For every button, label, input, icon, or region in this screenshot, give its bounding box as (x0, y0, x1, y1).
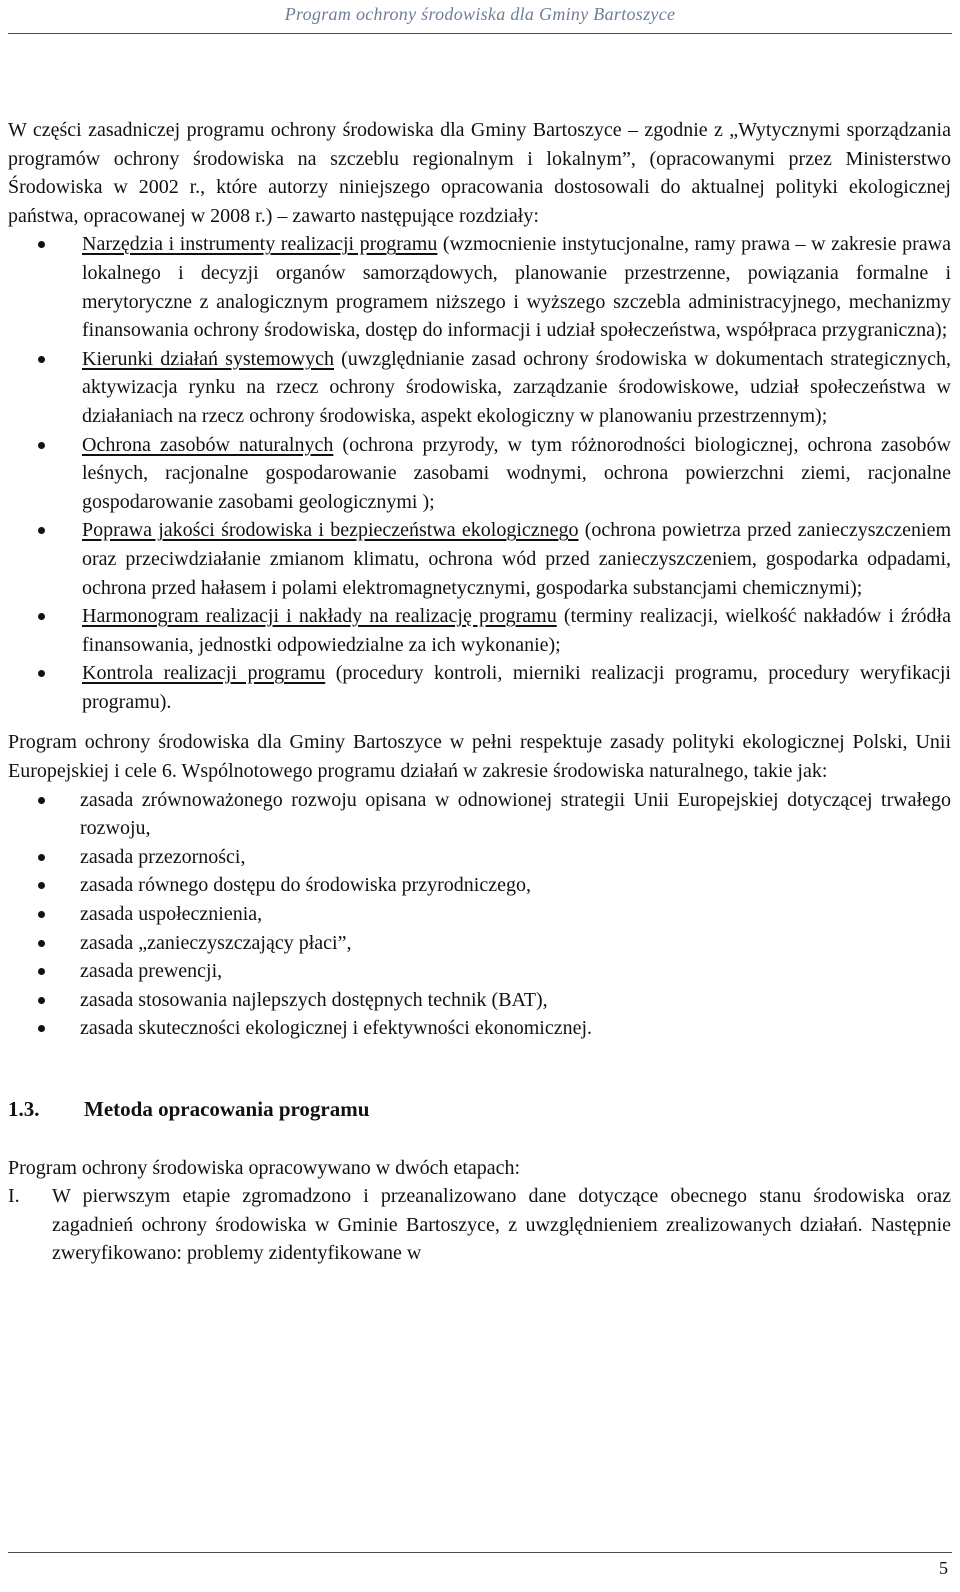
chapter-item (8, 431, 951, 517)
step-text: W pierwszym etapie zgromadzono i przeanalizowano dane dotyczące obecnego stanu środowiska oraz zagadnień ochrony środowiska w Gminie Bartoszyce, z uwzględnieniem zrealizowanych działań. Następnie zweryfikowano: problemy zidentyfikowane w (52, 1185, 951, 1265)
method-intro: Program ochrony środowiska opracowywano w dwóch etapach: (8, 1156, 521, 1179)
chapter-item (8, 516, 951, 602)
principle-item: zasada przezorności, (8, 843, 951, 872)
chapter-item (8, 230, 951, 344)
step-numeral: I. (8, 1185, 20, 1208)
chapter-title: Kierunki działań systemowych (82, 347, 334, 370)
chapter-item (8, 659, 951, 716)
chapter-desc: (ochrona powietrza przed zanieczyszczeniem oraz przeciwdziałanie zmianom klimatu, ochrona wód przed zanieczyszczeniem, gospodarka odpadami, ochrona przed hałasem i polami elektromagnetycznymi, gospodarka substancjami chemicznymi); (82, 519, 951, 599)
principle-item: zasada zrównoważonego rozwoju opisana w odnowionej strategii Unii Europejskiej dotyczącej trwałego rozwoju, (8, 786, 951, 843)
principle-item: zasada stosowania najlepszych dostępnych technik (BAT), (8, 986, 951, 1015)
chapter-desc: (uwzględnianie zasad ochrony środowiska w dokumentach strategicznych, aktywizacja rynku na rzecz ochrony środowiska, zarządzanie środowiskowe, udział społeczeństwa w działaniach na rzecz ochrony środowiska, aspekt ekologiczny w planowaniu przestrzennym); (82, 347, 951, 427)
chapter-title: Kontrola realizacji programu (82, 662, 326, 685)
chapter-desc: (ochrona przyrody, w tym różnorodności biologicznej, ochrona zasobów leśnych, racjonalne gospodarowanie zasobami wodnymi, ochrona powierzchni ziemi, racjonalne gospodarowanie zasobami geologicznymi ); (82, 433, 951, 513)
chapter-title: Harmonogram realizacji i nakłady na realizację programu (82, 605, 557, 628)
chapter-item (8, 345, 951, 431)
principle-item: zasada równego dostępu do środowiska przyrodniczego, (8, 871, 951, 900)
principles-list (8, 786, 951, 1043)
page-body (8, 116, 951, 1268)
principle-item: zasada skuteczności ekologicznej i efektywności ekonomicznej. (8, 1014, 951, 1043)
method-step (8, 1182, 951, 1268)
chapter-desc: (procedury kontroli, mierniki realizacji programu, procedury weryfikacji programu). (82, 662, 951, 713)
principle-item: zasada „zanieczyszczający płaci”, (8, 929, 951, 958)
chapter-title: Poprawa jakości środowiska i bezpieczeństwa ekologicznego (82, 519, 579, 542)
chapter-title: Ochrona zasobów naturalnych (82, 433, 334, 456)
section-number: 1.3. (8, 1097, 40, 1121)
policy-paragraph: Program ochrony środowiska dla Gminy Bartoszyce w pełni respektuje zasady polityki ekologicznej Polski, Unii Europejskiej i cele 6. Wspólnotowego programu działań w zakresie środowiska naturalnego, takie jak: (8, 731, 951, 783)
chapter-desc: (terminy realizacji, wielkość nakładów i źródła finansowania, jednostki odpowiedzialne za ich wykonanie); (82, 605, 951, 656)
section-title: Metoda opracowania programu (84, 1097, 370, 1121)
principle-item: zasada uspołecznienia, (8, 900, 951, 929)
chapter-item (8, 602, 951, 659)
header-rule (8, 33, 952, 34)
method-steps (8, 1182, 951, 1268)
spacer (8, 1043, 951, 1095)
chapter-desc: (wzmocnienie instytucjonalne, ramy prawa – w zakresie prawa lokalnego i decyzji organów samorządowych, planowanie przestrzenne, powiązania formalne i merytoryczne z analogicznym programem niższego i wyższego szczebla administracyjnego, mechanizmy finansowania ochrony środowiska, dostęp do informacji i udział społeczeństwa, współpraca przygraniczna); (82, 233, 951, 342)
running-header: Program ochrony środowiska dla Gminy Bartoszyce (284, 4, 676, 24)
principle-item: zasada prewencji, (8, 957, 951, 986)
page-number: 5 (939, 1558, 948, 1578)
footer-rule (8, 1552, 952, 1553)
intro-paragraph: W części zasadniczej programu ochrony środowiska dla Gminy Bartoszyce – zgodnie z „Wytycznymi sporządzania programów ochrony środowiska na szczeblu regionalnym i lokalnym”, (opracowanymi przez Ministerstwo Środowiska w 2002 r., które autorzy niniejszego opracowania dostosowali do aktualnej polityki ekologicznej państwa, opracowanej w 2008 r.) – zawarto następujące rozdziały: (8, 119, 951, 227)
chapter-list (8, 230, 951, 716)
section-heading (8, 1095, 951, 1124)
spacer (8, 716, 951, 728)
spacer (8, 1124, 951, 1154)
chapter-title: Narzędzia i instrumenty realizacji programu (82, 233, 438, 256)
